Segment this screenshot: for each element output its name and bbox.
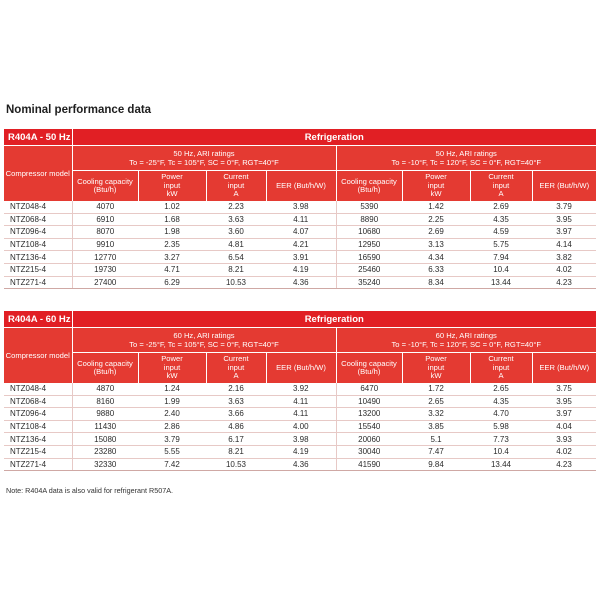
rating-conditions-left [72, 328, 336, 353]
value-cell: 2.23 [206, 201, 266, 213]
rating-line2: To = -10°F, Tc = 120°F, SC = 0°F, RGT=40°F [391, 340, 542, 349]
column-header-line: A [498, 189, 504, 199]
rating-conditions-right [336, 328, 596, 353]
value-cell: 8070 [72, 226, 138, 239]
value-cell: 5.1 [402, 433, 470, 446]
performance-table-50hz [4, 129, 596, 289]
value-cell: 41590 [336, 458, 402, 471]
value-cell: 4.71 [138, 263, 206, 276]
value-cell: 3.91 [266, 251, 336, 264]
column-header-line: EER (But/h/W) [276, 362, 326, 372]
value-cell: 6.54 [206, 251, 266, 264]
column-headers [4, 171, 596, 202]
table-row [4, 433, 596, 446]
value-cell: 3.98 [266, 433, 336, 446]
performance-table-60hz [4, 311, 596, 471]
value-cell: 3.60 [206, 226, 266, 239]
value-cell: 10.4 [470, 445, 532, 458]
column-header-line: (Btu/h) [357, 367, 381, 376]
table-row [4, 408, 596, 421]
value-cell: 6470 [336, 383, 402, 395]
value-cell: 32330 [72, 458, 138, 471]
column-header-line: kW [430, 371, 442, 381]
compressor-model-header: Compressor model [4, 146, 72, 202]
value-cell: 6.17 [206, 433, 266, 446]
value-cell: 9910 [72, 238, 138, 251]
value-cell: 4.19 [266, 263, 336, 276]
model-cell: NTZ108-4 [4, 238, 72, 251]
model-cell: NTZ048-4 [4, 201, 72, 213]
column-header [266, 353, 336, 384]
model-cell: NTZ068-4 [4, 213, 72, 226]
value-cell: 20060 [336, 433, 402, 446]
column-header-line: input [163, 180, 181, 190]
model-cell: NTZ048-4 [4, 383, 72, 395]
model-cell: NTZ108-4 [4, 420, 72, 433]
value-cell: 30040 [336, 445, 402, 458]
column-header-line: Cooling capacity [341, 358, 397, 368]
column-header-line: (Btu/h) [93, 185, 117, 194]
column-header [206, 171, 266, 202]
value-cell: 3.63 [206, 395, 266, 408]
value-cell: 3.97 [532, 408, 596, 421]
column-header-line: EER (But/h/W) [276, 180, 326, 190]
table-row [4, 458, 596, 471]
column-header-line: EER (But/h/W) [539, 180, 590, 190]
value-cell: 3.79 [532, 201, 596, 213]
value-cell: 3.98 [266, 201, 336, 213]
column-header [402, 353, 470, 384]
model-cell: NTZ096-4 [4, 408, 72, 421]
value-cell: 1.02 [138, 201, 206, 213]
value-cell: 4.07 [266, 226, 336, 239]
column-header-line: A [233, 371, 239, 381]
rating-line2: To = -25°F, Tc = 105°F, SC = 0°F, RGT=40°F [129, 340, 279, 349]
column-header-line: Cooling capacity [77, 176, 133, 186]
value-cell: 7.94 [470, 251, 532, 264]
column-header [138, 353, 206, 384]
column-header-line: (Btu/h) [357, 185, 381, 194]
column-header [206, 353, 266, 384]
column-header-line: A [233, 189, 239, 199]
value-cell: 3.95 [532, 395, 596, 408]
value-cell: 2.25 [402, 213, 470, 226]
value-cell: 13.44 [470, 458, 532, 471]
value-cell: 3.95 [532, 213, 596, 226]
value-cell: 7.73 [470, 433, 532, 446]
value-cell: 4.02 [532, 263, 596, 276]
column-header [72, 353, 138, 384]
value-cell: 3.75 [532, 383, 596, 395]
value-cell: 10680 [336, 226, 402, 239]
value-cell: 3.32 [402, 408, 470, 421]
value-cell: 5.75 [470, 238, 532, 251]
value-cell: 10.53 [206, 458, 266, 471]
value-cell: 3.13 [402, 238, 470, 251]
value-cell: 4.23 [532, 276, 596, 289]
value-cell: 6.33 [402, 263, 470, 276]
value-cell: 7.47 [402, 445, 470, 458]
rating-line1: 50 Hz, ARI ratings [435, 149, 497, 158]
table-row [4, 226, 596, 239]
rating-conditions-right [336, 146, 596, 171]
value-cell: 4.34 [402, 251, 470, 264]
table-row [4, 276, 596, 289]
model-cell: NTZ215-4 [4, 263, 72, 276]
table-body [4, 201, 596, 289]
section-title: Refrigeration [72, 129, 596, 146]
column-header [470, 171, 532, 202]
value-cell: 8.34 [402, 276, 470, 289]
value-cell: 3.85 [402, 420, 470, 433]
column-header-line: input [492, 180, 510, 190]
column-header-line: Cooling capacity [341, 176, 397, 186]
value-cell: 11430 [72, 420, 138, 433]
value-cell: 13200 [336, 408, 402, 421]
column-header-line: Power [161, 172, 183, 182]
model-cell: NTZ096-4 [4, 226, 72, 239]
column-header [532, 171, 596, 202]
column-header-line: input [227, 362, 245, 372]
column-header-line: kW [430, 189, 442, 199]
model-cell: NTZ271-4 [4, 458, 72, 471]
column-header [138, 171, 206, 202]
column-header [532, 353, 596, 384]
value-cell: 4.36 [266, 276, 336, 289]
value-cell: 3.79 [138, 433, 206, 446]
table-body [4, 383, 596, 471]
table-row [4, 395, 596, 408]
column-header-line: Power [425, 354, 447, 364]
value-cell: 2.86 [138, 420, 206, 433]
value-cell: 4.04 [532, 420, 596, 433]
rating-line1: 50 Hz, ARI ratings [173, 149, 235, 158]
column-header [470, 353, 532, 384]
column-header-line: Power [425, 172, 447, 182]
column-header-line: Power [161, 354, 183, 364]
value-cell: 27400 [72, 276, 138, 289]
value-cell: 8890 [336, 213, 402, 226]
value-cell: 2.16 [206, 383, 266, 395]
table-row [4, 251, 596, 264]
section-title: Refrigeration [72, 311, 596, 328]
value-cell: 4.36 [266, 458, 336, 471]
value-cell: 5.55 [138, 445, 206, 458]
column-header [266, 171, 336, 202]
value-cell: 9880 [72, 408, 138, 421]
value-cell: 4.02 [532, 445, 596, 458]
column-header-line: input [427, 180, 445, 190]
value-cell: 4.00 [266, 420, 336, 433]
value-cell: 1.42 [402, 201, 470, 213]
value-cell: 15540 [336, 420, 402, 433]
column-header-line: Current [223, 354, 249, 364]
value-cell: 23280 [72, 445, 138, 458]
value-cell: 5.98 [470, 420, 532, 433]
model-cell: NTZ215-4 [4, 445, 72, 458]
column-header-line: Current [223, 172, 249, 182]
value-cell: 8.21 [206, 263, 266, 276]
value-cell: 10.4 [470, 263, 532, 276]
value-cell: 35240 [336, 276, 402, 289]
table-row [4, 445, 596, 458]
value-cell: 1.24 [138, 383, 206, 395]
value-cell: 3.66 [206, 408, 266, 421]
model-cell: NTZ136-4 [4, 433, 72, 446]
rating-line2: To = -10°F, Tc = 120°F, SC = 0°F, RGT=40°F [391, 158, 542, 167]
column-header-line: (Btu/h) [93, 367, 117, 376]
column-headers [4, 353, 596, 384]
value-cell: 4.11 [266, 213, 336, 226]
model-cell: NTZ271-4 [4, 276, 72, 289]
table-row [4, 238, 596, 251]
value-cell: 2.65 [402, 395, 470, 408]
value-cell: 4.59 [470, 226, 532, 239]
column-header-line: Current [488, 172, 514, 182]
value-cell: 3.27 [138, 251, 206, 264]
value-cell: 3.92 [266, 383, 336, 395]
model-cell: NTZ068-4 [4, 395, 72, 408]
column-header-line: Cooling capacity [77, 358, 133, 368]
value-cell: 4.35 [470, 213, 532, 226]
value-cell: 6910 [72, 213, 138, 226]
table-row [4, 383, 596, 395]
value-cell: 8.21 [206, 445, 266, 458]
column-header [336, 353, 402, 384]
value-cell: 1.98 [138, 226, 206, 239]
model-cell: NTZ136-4 [4, 251, 72, 264]
rating-line2: To = -25°F, Tc = 105°F, SC = 0°F, RGT=40°F [129, 158, 279, 167]
table-row [4, 263, 596, 276]
value-cell: 4.70 [470, 408, 532, 421]
value-cell: 2.69 [470, 201, 532, 213]
rating-line1: 60 Hz, ARI ratings [435, 331, 497, 340]
value-cell: 10490 [336, 395, 402, 408]
column-header [336, 171, 402, 202]
page-title: Nominal performance data [6, 104, 152, 116]
column-header-line: input [227, 180, 245, 190]
table-row [4, 420, 596, 433]
value-cell: 4.23 [532, 458, 596, 471]
value-cell: 13.44 [470, 276, 532, 289]
column-header-line: input [163, 362, 181, 372]
column-header [402, 171, 470, 202]
footnote: Note: R404A data is also valid for refrigerant R507A. [6, 486, 173, 495]
value-cell: 3.97 [532, 226, 596, 239]
column-header-line: input [492, 362, 510, 372]
value-cell: 2.65 [470, 383, 532, 395]
value-cell: 4.35 [470, 395, 532, 408]
value-cell: 8160 [72, 395, 138, 408]
value-cell: 12770 [72, 251, 138, 264]
table-row [4, 201, 596, 213]
column-header [72, 171, 138, 202]
table-row [4, 213, 596, 226]
column-header-line: A [498, 371, 504, 381]
value-cell: 3.63 [206, 213, 266, 226]
column-header-line: kW [166, 371, 178, 381]
value-cell: 2.35 [138, 238, 206, 251]
value-cell: 9.84 [402, 458, 470, 471]
value-cell: 1.68 [138, 213, 206, 226]
value-cell: 2.69 [402, 226, 470, 239]
table-label: R404A - 60 Hz [4, 311, 72, 328]
value-cell: 1.99 [138, 395, 206, 408]
value-cell: 2.40 [138, 408, 206, 421]
value-cell: 12950 [336, 238, 402, 251]
value-cell: 1.72 [402, 383, 470, 395]
column-header-line: input [427, 362, 445, 372]
value-cell: 4870 [72, 383, 138, 395]
column-header-line: kW [166, 189, 178, 199]
value-cell: 10.53 [206, 276, 266, 289]
value-cell: 3.93 [532, 433, 596, 446]
value-cell: 19730 [72, 263, 138, 276]
value-cell: 4.14 [532, 238, 596, 251]
value-cell: 6.29 [138, 276, 206, 289]
value-cell: 5390 [336, 201, 402, 213]
compressor-model-header: Compressor model [4, 328, 72, 384]
value-cell: 4.19 [266, 445, 336, 458]
value-cell: 3.82 [532, 251, 596, 264]
value-cell: 4.81 [206, 238, 266, 251]
value-cell: 4070 [72, 201, 138, 213]
value-cell: 4.11 [266, 395, 336, 408]
value-cell: 7.42 [138, 458, 206, 471]
column-header-line: EER (But/h/W) [539, 362, 590, 372]
value-cell: 4.86 [206, 420, 266, 433]
value-cell: 16590 [336, 251, 402, 264]
value-cell: 4.11 [266, 408, 336, 421]
rating-conditions-left [72, 146, 336, 171]
value-cell: 4.21 [266, 238, 336, 251]
value-cell: 15080 [72, 433, 138, 446]
table-label: R404A - 50 Hz [4, 129, 72, 146]
column-header-line: Current [488, 354, 514, 364]
rating-line1: 60 Hz, ARI ratings [173, 331, 235, 340]
value-cell: 25460 [336, 263, 402, 276]
